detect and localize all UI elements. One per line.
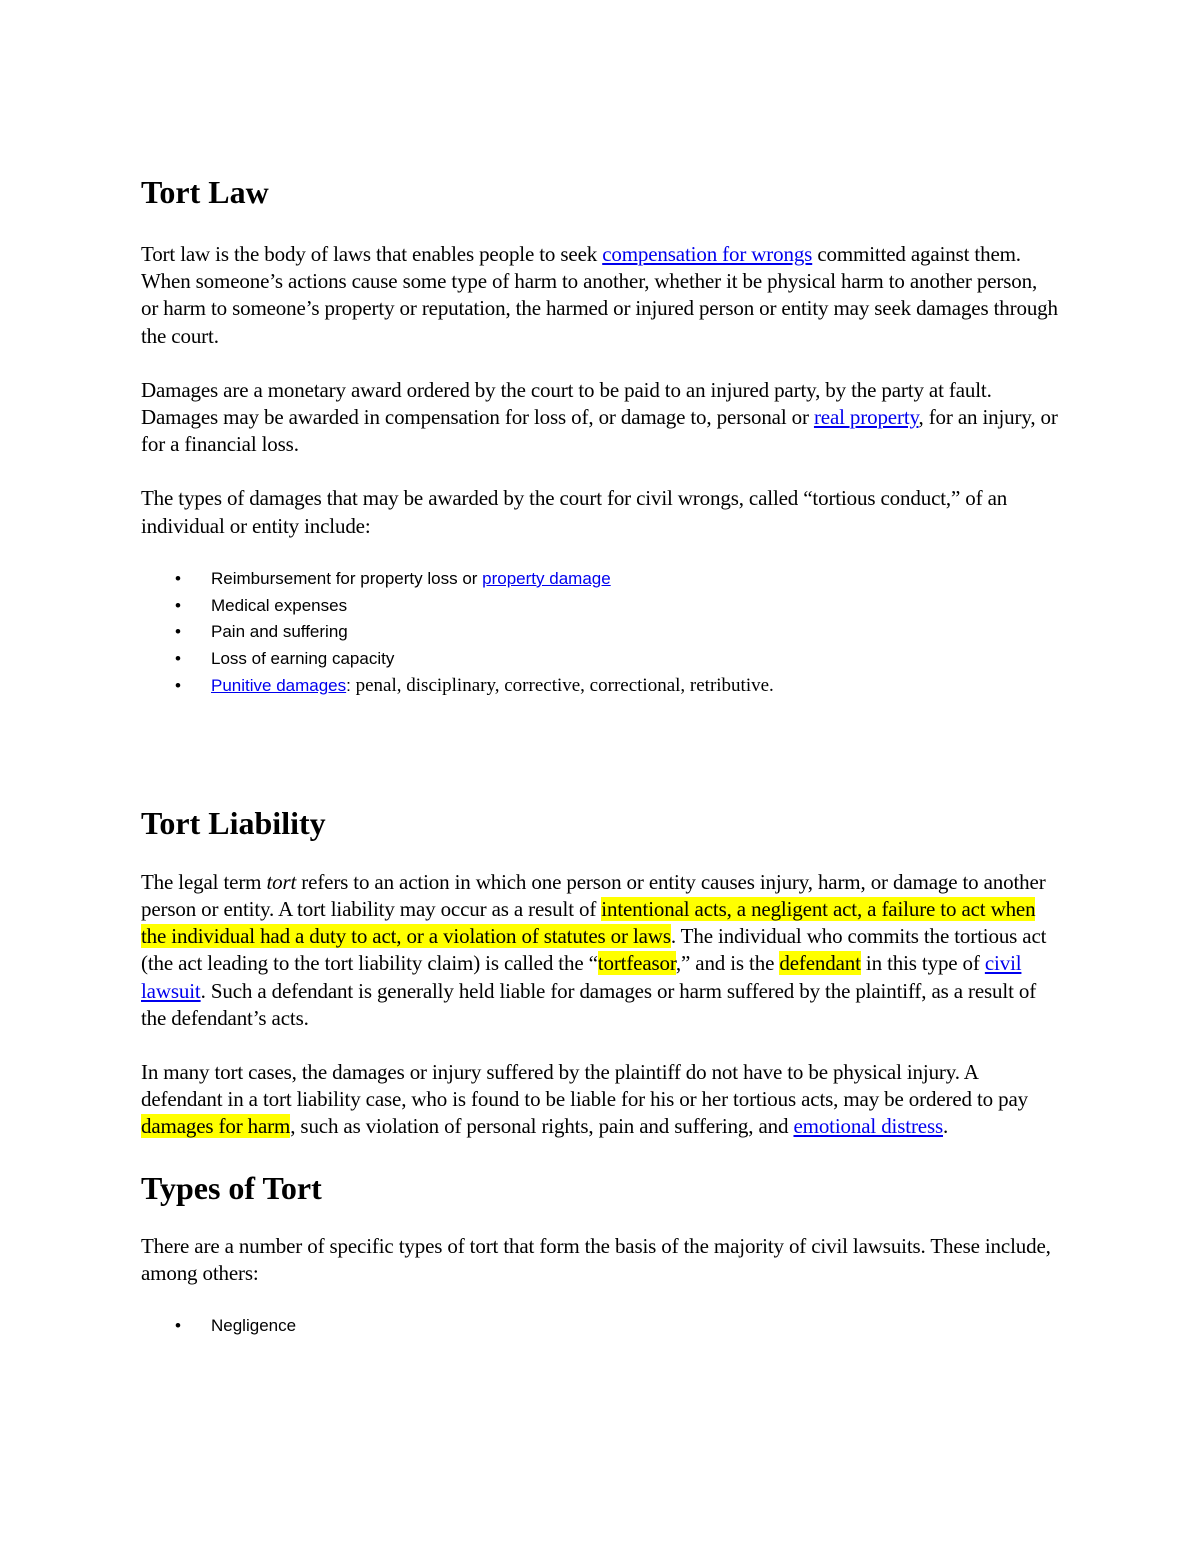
- list-item: [141, 646, 1059, 673]
- damages-list: [141, 566, 1059, 700]
- bullet-icon: •: [175, 568, 181, 588]
- text-run: .: [943, 1114, 949, 1139]
- list-item: [141, 619, 1059, 646]
- text-run: Negligence: [211, 1316, 297, 1336]
- text-run: Loss of earning capacity: [211, 649, 395, 669]
- bullet-icon: •: [175, 676, 181, 696]
- text-run: penal, disciplinary, corrective, correctional, retributive.: [350, 675, 774, 697]
- paragraph-tort-law-intro: [141, 241, 1059, 350]
- highlight-tortfeasor: tortfeasor: [597, 951, 676, 976]
- document-page: [141, 168, 1059, 1340]
- list-item: [141, 593, 1059, 620]
- bullet-icon: •: [175, 1316, 181, 1336]
- paragraph-damages: [141, 377, 1059, 459]
- link-real-property[interactable]: real property: [813, 405, 919, 430]
- highlight-defendant: defendant: [779, 951, 861, 976]
- text-run: Tort law is the body of laws that enables people to seek: [141, 242, 603, 266]
- highlight-damages-for-harm: damages for harm: [141, 1114, 291, 1139]
- link-emotional-distress[interactable]: emotional distress: [793, 1114, 943, 1139]
- text-run: ,” and is the: [675, 951, 780, 976]
- link-property-damage[interactable]: property damage: [482, 568, 611, 588]
- text-run: Damages are a monetary award ordered by the court to be paid to an injured party, by the party at fault. Damages may be awarded in compensation for loss of, or damage to, personal or: [141, 377, 992, 430]
- text-run: The types of damages that may be awarded by the court for civil wrongs, called “tortious conduct,” of an individual or entity include:: [141, 486, 1008, 538]
- text-run: :: [346, 676, 351, 696]
- tort-types-list: [141, 1313, 1059, 1340]
- paragraph-types-of-damages: [141, 485, 1059, 539]
- text-run: The legal term: [141, 869, 267, 894]
- link-compensation-for-wrongs[interactable]: compensation for wrongs: [602, 242, 813, 266]
- heading-tort-law: Tort Law: [141, 174, 269, 210]
- list-item: [141, 566, 1059, 593]
- text-run: in this type of: [860, 951, 985, 976]
- text-run: . The individual who commits the tortious act (the act leading to the tort liability claim) is called the “: [141, 924, 1047, 976]
- text-run: There are a number of specific types of tort that form the basis of the majority of civil lawsuits. These include, among others:: [141, 1233, 1051, 1285]
- text-run: Medical expenses: [211, 595, 348, 615]
- text-run: committed against them. When someone’s actions cause some type of harm to another, whether it be physical harm to another person, or harm to someone’s property or reputation, the harmed or injured person or entity may seek damages through the court.: [141, 242, 1058, 348]
- highlight-intentional-acts: intentional acts, a negligent act, a failure to act when the individual had a duty to act, or a violation of statutes or laws: [141, 897, 1036, 949]
- paragraph-tort-liability: [141, 869, 1059, 1032]
- link-punitive-damages[interactable]: Punitive damages: [211, 676, 347, 696]
- list-item: [141, 673, 1059, 700]
- text-run: refers to an action in which one person or entity causes injury, harm, or damage to another person or entity. A tort liability may occur as a result of: [141, 869, 1046, 922]
- paragraph-damages-for-harm: [141, 1059, 1059, 1141]
- text-run: Reimbursement for property loss or: [211, 568, 483, 588]
- text-run: , for an injury, or for a financial loss.: [141, 405, 1058, 457]
- bullet-icon: •: [175, 649, 181, 669]
- text-run: In many tort cases, the damages or injury suffered by the plaintiff do not have to be physical injury. A defendant in a tort liability case, who is found to be liable for his or her tortious acts, may be ordered to pay: [141, 1060, 1028, 1112]
- heading-types-of-tort: Types of Tort: [141, 1169, 322, 1206]
- link-civil-lawsuit[interactable]: civil lawsuit: [141, 951, 1022, 1003]
- heading-tort-liability: Tort Liability: [141, 804, 326, 841]
- text-run: . Such a defendant is generally held liable for damages or harm suffered by the plaintiff, as a result of the defendant’s acts.: [141, 978, 1037, 1030]
- text-run: , such as violation of personal rights, pain and suffering, and: [290, 1114, 794, 1139]
- list-item: [141, 1313, 1059, 1340]
- bullet-icon: •: [175, 595, 181, 615]
- paragraph-types-of-tort: [141, 1233, 1059, 1287]
- bullet-icon: •: [175, 622, 181, 642]
- text-emphasis: tort: [266, 869, 297, 894]
- text-run: Pain and suffering: [211, 622, 348, 642]
